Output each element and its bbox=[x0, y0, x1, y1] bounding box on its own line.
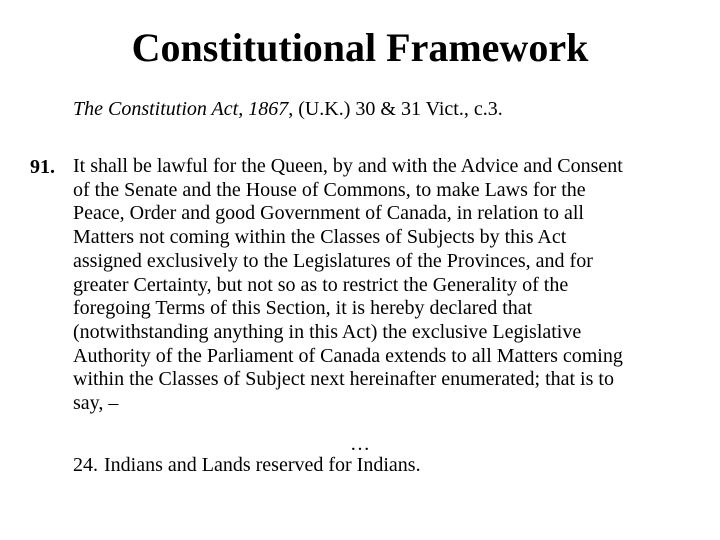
act-citation bbox=[73, 96, 693, 122]
section-text-line: foregoing Terms of this Section, it is hereby declared that bbox=[73, 297, 533, 320]
section-text-line: assigned exclusively to the Legislatures of the Provinces, and for bbox=[73, 249, 593, 272]
slide-title: Constitutional Framework bbox=[131, 25, 589, 70]
act-name: The Constitution Act, 1867 bbox=[73, 98, 289, 120]
section-text-line: say, – bbox=[73, 392, 119, 415]
section-text-line: Authority of the Parliament of Canada extends to all Matters coming bbox=[73, 344, 623, 367]
section-text-line: (notwithstanding anything in this Act) the exclusive Legislative bbox=[73, 320, 582, 343]
section-text bbox=[73, 155, 703, 416]
head-of-power-item bbox=[73, 452, 421, 478]
section-text-line: within the Classes of Subject next hereinafter enumerated; that is to bbox=[73, 368, 614, 391]
omission-ellipsis: … bbox=[350, 433, 370, 455]
head-number: 24. bbox=[73, 454, 98, 476]
head-text: Indians and Lands reserved for Indians. bbox=[104, 454, 421, 476]
section-text-line: Matters not coming within the Classes of Subjects by this Act bbox=[73, 226, 567, 249]
section-text-line: greater Certainty, but not so as to restrict the Generality of the bbox=[73, 273, 569, 296]
section-text-line: Peace, Order and good Government of Canada, in relation to all bbox=[73, 202, 584, 225]
act-reference: , (U.K.) 30 & 31 Vict., c.3. bbox=[288, 98, 503, 120]
section-number: 91. bbox=[30, 156, 55, 178]
section-text-line: It shall be lawful for the Queen, by and with the Advice and Consent bbox=[73, 155, 623, 177]
section-text-line: of the Senate and the House of Commons, to make Laws for the bbox=[73, 178, 586, 201]
